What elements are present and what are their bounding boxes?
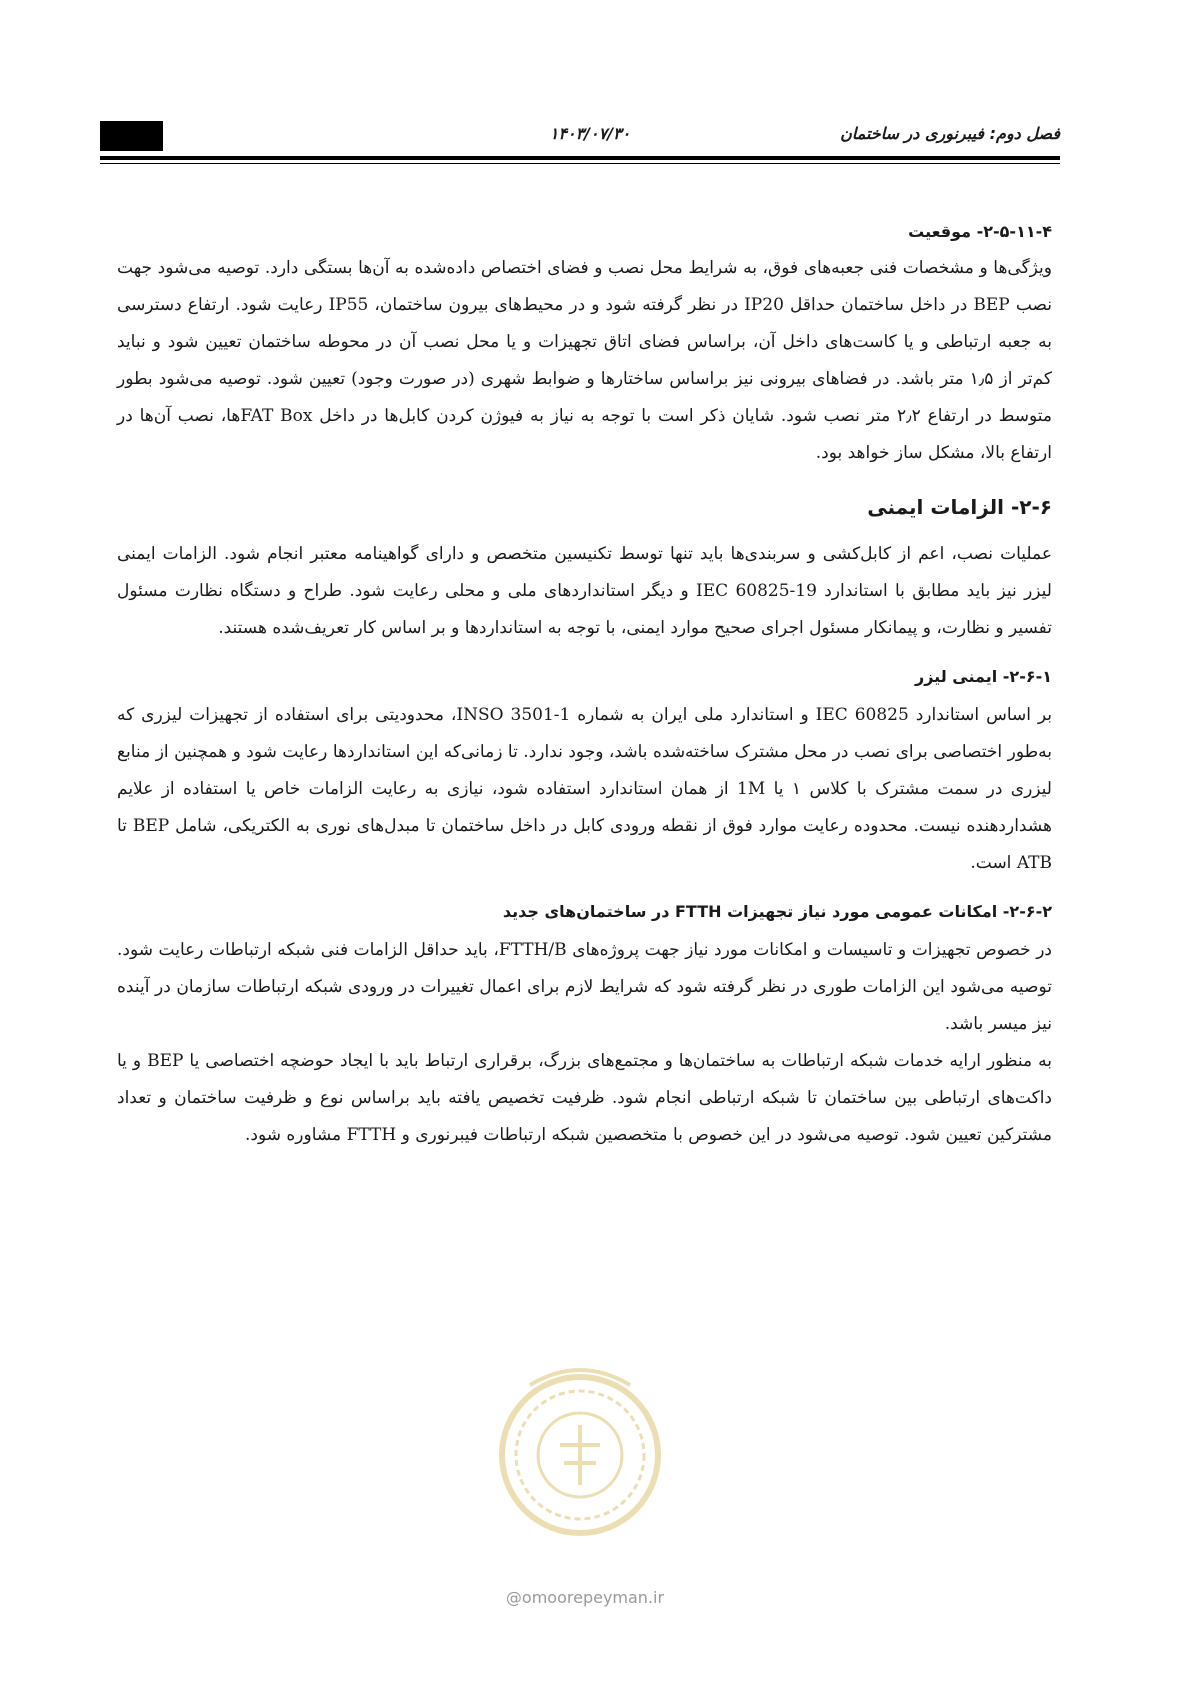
watermark-seal-icon [490, 1345, 670, 1585]
paragraph-facilities-2: به منظور ارایه خدمات شبکه ارتباطات به ساختمان‌ها و مجتمع‌های بزرگ، برقراری ارتباط باید با ایجاد حوضچه اختصاصی یا BEP و یا داکت‌های ارتباطی بین ساختمان تا شبکه ارتباطی انجام شود. ظرفیت تخصیص یافته باید براساس نوع و ظرفیت ساختمان و تعداد مشترکین تعیین شود. توصیه می‌شود در این خصوص با متخصصین شبکه ارتباطات فیبرنوری و FTTH مشاوره شود. [117, 1051, 1052, 1145]
paragraph-laser: بر اساس استاندارد IEC 60825 و استاندارد ملی ایران به شماره INSO 3501-1، محدودیتی برای استفاده از تجهیزات لیزری که به‌طور اختصاصی برای نصب در محل مشترک ساخته‌شده باشد، وجود ندارد. تا زمانی‌که این استانداردها رعایت شود و همچنین از منابع لیزری در سمت مشترک با کلاس ۱ یا 1M از همان استاندارد استفاده شود، نیازی به رعایت الزامات خاص یا استفاده از علایم هشداردهنده نیست. محدوده رعایت موارد فوق از نقطه ورودی کابل در داخل ساختمان تا مبدل‌های نوری به الکتریکی، شامل BEP تا ATB است. [117, 705, 1053, 873]
paragraph-facilities-1: در خصوص تجهیزات و تاسیسات و امکانات مورد نیاز جهت پروژه‌های FTTH/B، باید حداقل الزامات فنی شبکه ارتباطات رعایت شود. توصیه می‌شود این الزامات طوری در نظر گرفته شود که شرایط لازم برای اعمال تغییرات در ورودی شبکه ارتباطات سازمان در آینده نیز میسر باشد. [117, 940, 1052, 1034]
heading-location: ۲-۵-۱۱-۴- موقعیت [908, 222, 1052, 241]
heading-ftth-facilities: ۲-۶-۲- امکانات عمومی مورد نیاز تجهیزات FTTH در ساختمان‌های جدید [502, 902, 1052, 921]
header-date: ۱۴۰۳/۰۷/۳۰ [549, 124, 631, 143]
document-body [117, 210, 1052, 1162]
header-chapter-title: فصل دوم: فیبرنوری در ساختمان [840, 124, 1060, 143]
paragraph-safety: عملیات نصب، اعم از کابل‌کشی و سربندی‌ها باید تنها توسط تکنیسین متخصص و دارای گواهینامه معتبر انجام شود. الزامات ایمنی لیزر نیز باید مطابق با استاندارد IEC 60825-19 و دیگر استانداردهای ملی و محلی رعایت شود. طراح و دستگاه نظارت مسئول تفسیر و نظارت، و پیمانکار مسئول اجرای صحیح موارد ایمنی، با توجه به استانداردها و بر اساس کار تعریف‌شده هستند. [117, 544, 1052, 638]
page-number-box [100, 121, 163, 151]
page-header [100, 118, 1060, 160]
watermark-text: @omoorepeyman.ir [505, 1588, 665, 1607]
paragraph-location: ویژگی‌ها و مشخصات فنی جعبه‌های فوق، به شرایط محل نصب و فضای اختصاص داده‌شده به آن‌ها بستگی دارد. توصیه می‌شود جهت نصب BEP در داخل ساختمان حداقل IP20 در نظر گرفته شود و در محیط‌های بیرون ساختمان، IP55 رعایت شود. ارتفاع دسترسی به جعبه ارتباطی و یا کاست‌های داخل آن، براساس فضای اتاق تجهیزات و یا محل نصب آن در محوطه ساختمان تعیین شود و نباید کم‌تر از ۱٫۵ متر باشد. در فضاهای بیرونی نیز براساس ساختارها و ضوابط شهری (در صورت وجود) تعیین شود. توصیه می‌شود بطور متوسط در ارتفاع ۲٫۲ متر نصب شود. شایان ذکر است با توجه به نیاز به فیوژن کردن کابل‌ها در داخل FAT Boxها، نصب آن‌ها در ارتفاع بالا، مشکل ساز خواهد بود. [117, 258, 1052, 463]
heading-laser-safety: ۲-۶-۱- ایمنی لیزر [915, 667, 1052, 686]
header-rule-thick [100, 156, 1060, 160]
heading-safety-requirements: ۲-۶- الزامات ایمنی [867, 495, 1052, 519]
header-rule-thin [100, 163, 1060, 164]
